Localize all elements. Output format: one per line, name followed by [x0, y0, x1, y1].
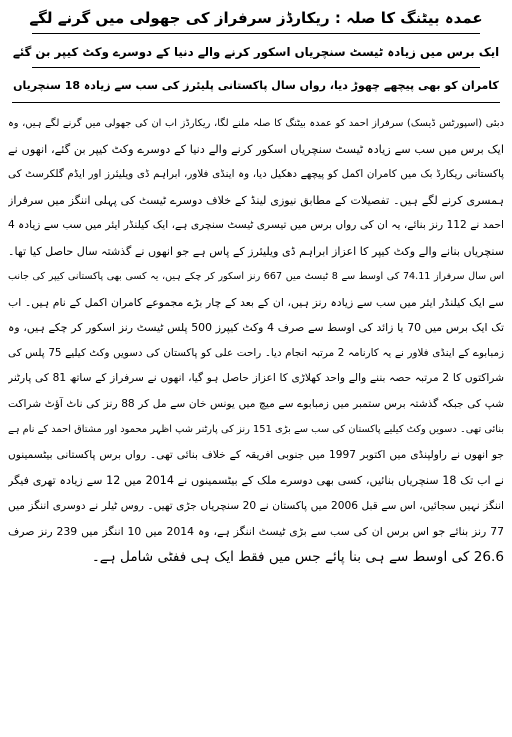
- body-line: اننگز نہیں سجائیں، اس سے قبل 2006 میں پاکستان نے 20 سنچریاں جڑی تھیں۔ روس ٹیلر نے دوسری اننگز میں: [8, 499, 504, 512]
- body-line: احمد نے 112 رنز بنائے، یہ ان کی رواں برس میں تیسری ٹیسٹ سنچری ہے، ایک کیلنڈر ایئر میں سب سے زیادہ 4: [8, 219, 504, 231]
- body-line: دبئی (اسپورٹس ڈیسک) سرفراز احمد کو عمدہ بیٹنگ کا صلہ ملنے لگا، ریکارڈز اب ان کی جھولی میں گرنے لگے ہیں، وہ: [8, 118, 504, 129]
- body-line: زمبابوے کے اینڈی فلاور نے یہ کارنامہ 2 مرتبہ انجام دیا۔ راحت علی کو پاکستان کی دسویں وکٹ کیلیے 75 پلس کی: [8, 346, 504, 359]
- body-line: سنچریاں بنانے والے وکٹ کیپر کا اعزاز ابراہم ڈی ویلیئرز کے پاس ہے جو انھوں نے گذشتہ سال حاصل کیا تھا۔: [8, 244, 504, 258]
- body-line: 77 رنز بنائے جو اس برس ان کی سب سے بڑی ٹیسٹ اننگز ہے، وہ 2014 میں 10 اننگز میں 239 رنز صرف: [8, 525, 504, 538]
- body-line: جو انھوں نے راولپنڈی میں اکتوبر 1997 میں جنوبی افریقہ کے خلاف بنائی تھی۔ رواں برس پاکستانی بیٹسمینوں: [8, 448, 504, 461]
- body-line: شپ کی جبکہ گذشتہ برس ستمبر میں زمبابوے سے میچ میں یونس خان سے مل کر 88 رنز کی ناٹ آؤٹ شراکت: [8, 397, 504, 410]
- sub-headline: ایک برس میں زیادہ ٹیسٹ سنچریاں اسکور کرنے والے دنیا کے دوسرے وکٹ کیپر بن گئے: [12, 45, 500, 59]
- headline-divider: [32, 33, 480, 34]
- article-body: [8, 111, 504, 570]
- headline-block: [8, 6, 504, 103]
- body-line: ایک برس میں سب سے زیادہ ٹیسٹ سنچریاں اسکور کرنے والے دنیا کے دوسرے وکٹ کیپر بن گئے، انھوں نے: [8, 141, 504, 156]
- body-line: ہمسری کرنے لگے ہیں۔ تفصیلات کے مطابق نیوزی لینڈ کے خلاف دوسرے ٹیسٹ کی پہلی اننگز میں سرفراز: [8, 193, 504, 207]
- body-line: اس سال سرفراز 74.11 کی اوسط سے 8 ٹیسٹ میں 667 رنز اسکور کر چکے ہیں، یہ کسی بھی پاکستانی کیپر کی جانب: [8, 271, 504, 282]
- body-line: شراکتوں کا 2 مرتبہ حصہ بننے والے واحد کھلاڑی کا اعزاز حاصل ہو گیا، انھوں نے سرفراز کے ساتھ 81 کی پارٹنر: [8, 372, 504, 384]
- headline-divider: [12, 102, 500, 103]
- body-line: بنائی تھی۔ دسویں وکٹ کیلیے پاکستان کی سب سے بڑی 151 رنز کی پارٹنر شپ اظہر محمود اور مشتاق احمد کے نام ہے: [8, 424, 504, 435]
- main-headline: عمدہ بیٹنگ کا صلہ : ریکارڈز سرفراز کی جھولی میں گرنے لگے: [29, 9, 483, 27]
- body-line: 26.6 کی اوسط سے ہی بنا پائے جس میں فقط ایک ہی ففٹی شامل ہے۔: [91, 548, 504, 565]
- sub-headline: کامران کو بھی پیچھے چھوڑ دیا، رواں سال پاکستانی پلیئرز کی سب سے زیادہ 18 سنچریاں: [13, 79, 499, 92]
- body-line: نے اب تک 18 سنچریاں بنائیں، کسی بھی دوسرے ملک کے بیٹسمینوں نے 2014 میں 12 سے زیادہ تھری فیگر: [8, 474, 504, 487]
- body-line: تک ایک برس میں 70 یا زائد کی اوسط سے صرف 4 وکٹ کیپرز 500 پلس ٹیسٹ رنز اسکور کر چکے ہیں، وہ: [8, 321, 504, 334]
- body-line: پاکستانی ریکارڈ بک میں کامران اکمل کو پیچھے دھکیل دیا، وہ اینڈی فلاور، ابراہم ڈی ویلیئرز اور ایڈم گلکرسٹ کی: [8, 168, 504, 180]
- headline-divider: [32, 67, 480, 68]
- body-line: سے ایک کیلنڈر ایئر میں سب سے زیادہ رنز ہیں، ان کے بعد کے چار بڑے مجموعے کامران اکمل کے نام ہیں۔ اب: [8, 295, 504, 309]
